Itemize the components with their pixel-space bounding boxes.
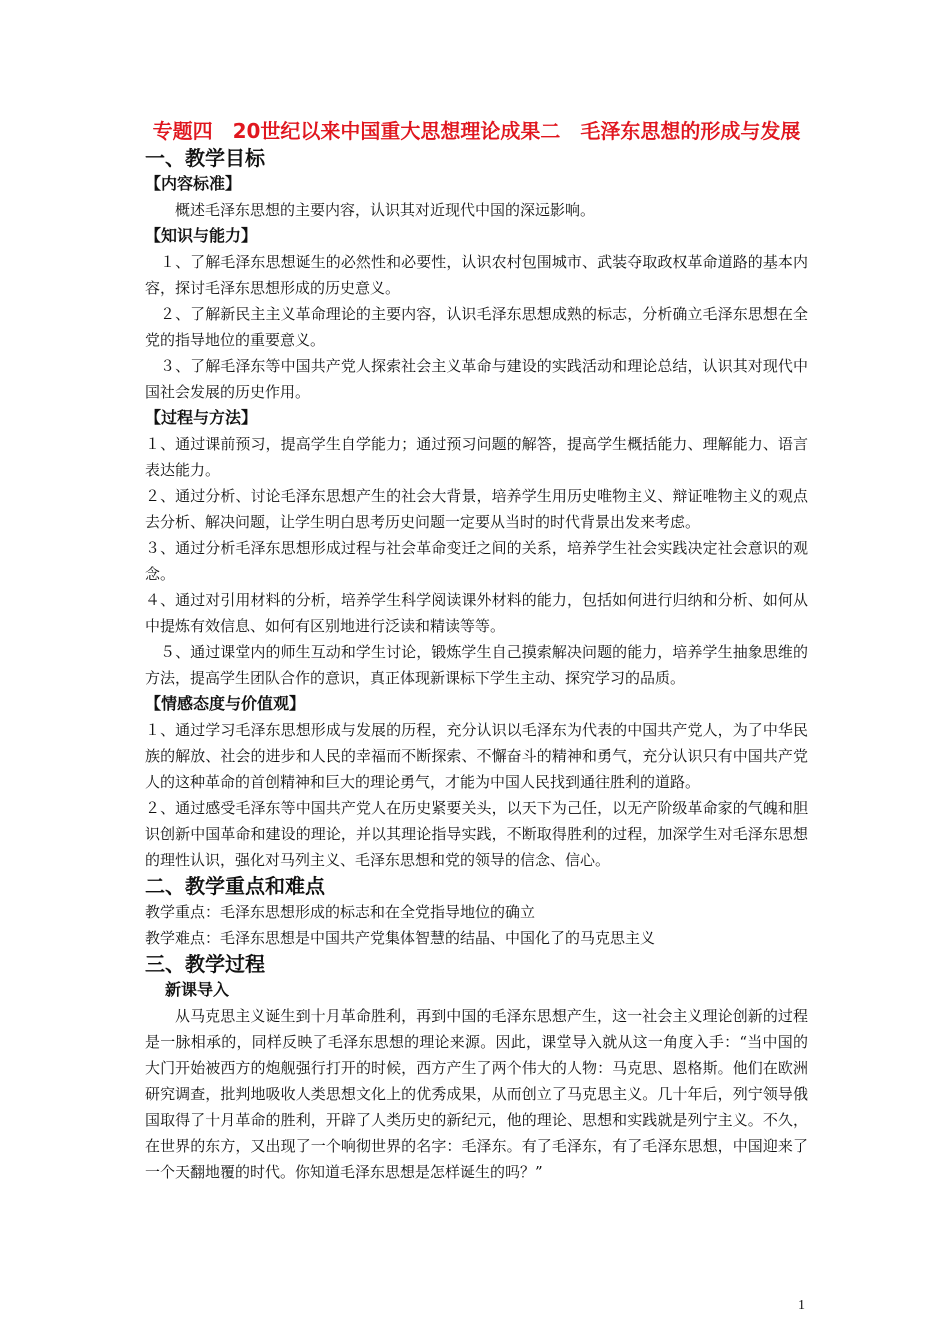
- page-number: 1: [798, 1298, 805, 1313]
- paragraph-knowledge-2: ２、了解新民主主义革命理论的主要内容，认识毛泽东思想成熟的标志，分析确立毛泽东思想在全党的指导地位的重要意义。: [145, 305, 808, 349]
- section-heading-objectives: 一、教学目标: [145, 146, 265, 170]
- subheading-values: 【情感态度与价值观】: [145, 694, 306, 713]
- section-heading-key-points: 二、教学重点和难点: [145, 874, 325, 898]
- paragraph-process-1: １、通过课前预习，提高学生自学能力；通过预习问题的解答，提高学生概括能力、理解能力、语言表达能力。: [145, 435, 808, 479]
- paragraph-process-3: ３、通过分析毛泽东思想形成过程与社会革命变迁之间的关系，培养学生社会实践决定社会意识的观念。: [145, 539, 808, 583]
- subheading-intro: 新课导入: [165, 980, 230, 999]
- document-title: 专题四 20世纪以来中国重大思想理论成果二 毛泽东思想的形成与发展: [152, 119, 801, 143]
- paragraph-teaching-focus: 教学重点：毛泽东思想形成的标志和在全党指导地位的确立: [145, 903, 536, 921]
- paragraph-process-5: ５、通过课堂内的师生互动和学生讨论，锻炼学生自己摸索解决问题的能力，培养学生抽象思维的方法，提高学生团队合作的意识，真正体现新课标下学生主动、探究学习的品质。: [145, 643, 808, 687]
- paragraph-values-2: ２、通过感受毛泽东等中国共产党人在历史紧要关头，以天下为己任，以无产阶级革命家的气魄和胆识创新中国革命和建设的理论，并以其理论指导实践，不断取得胜利的过程，加深学生对毛泽东思想的理性认识，强化对马列主义、毛泽东思想和党的领导的信念、信心。: [145, 799, 808, 869]
- paragraph-teaching-difficulty: 教学难点：毛泽东思想是中国共产党集体智慧的结晶、中国化了的马克思主义: [145, 929, 656, 947]
- paragraph-intro: 从马克思主义诞生到十月革命胜利，再到中国的毛泽东思想产生，这一社会主义理论创新的过程是一脉相承的，同样反映了毛泽东思想的理论来源。因此，课堂导入就从这一角度入手：“当中国的大门开始被西方的炮舰强行打开的时候，西方产生了两个伟大的人物：马克思、恩格斯。他们在欧洲研究调查，批判地吸收人类思想文化上的优秀成果，从而创立了马克思主义。几十年后，列宁领导俄国取得了十月革命的胜利，开辟了人类历史的新纪元，他的理论、思想和实践就是列宁主义。不久，在世界的东方，又出现了一个响彻世界的名字：毛泽东。有了毛泽东，有了毛泽东思想，中国迎来了一个天翻地覆的时代。你知道毛泽东思想是怎样诞生的吗？”: [145, 1007, 808, 1181]
- paragraph-process-2: ２、通过分析、讨论毛泽东思想产生的社会大背景，培养学生用历史唯物主义、辩证唯物主义的观点去分析、解决问题，让学生明白思考历史问题一定要从当时的时代背景出发来考虑。: [145, 487, 808, 531]
- subheading-content-standard: 【内容标准】: [145, 174, 242, 193]
- subheading-process: 【过程与方法】: [145, 408, 258, 427]
- paragraph-process-4: ４、通过对引用材料的分析，培养学生科学阅读课外材料的能力，包括如何进行归纳和分析、如何从中提炼有效信息、如何有区别地进行泛读和精读等等。: [145, 591, 808, 635]
- paragraph-values-1: １、通过学习毛泽东思想形成与发展的历程，充分认识以毛泽东为代表的中国共产党人，为了中华民族的解放、社会的进步和人民的幸福而不断探索、不懈奋斗的精神和勇气，充分认识只有中国共产党人的这种革命的首创精神和巨大的理论勇气，才能为中国人民找到通往胜利的道路。: [145, 721, 808, 791]
- paragraph-knowledge-1: １、了解毛泽东思想诞生的必然性和必要性，认识农村包围城市、武装夺取政权革命道路的基本内容，探讨毛泽东思想形成的历史意义。: [145, 253, 808, 297]
- paragraph-knowledge-3: ３、了解毛泽东等中国共产党人探索社会主义革命与建设的实践活动和理论总结，认识其对现代中国社会发展的历史作用。: [145, 357, 808, 401]
- section-heading-process: 三、教学过程: [145, 952, 265, 976]
- subheading-knowledge: 【知识与能力】: [145, 226, 258, 245]
- paragraph-content-standard: 概述毛泽东思想的主要内容，认识其对近现代中国的深远影响。: [175, 201, 596, 219]
